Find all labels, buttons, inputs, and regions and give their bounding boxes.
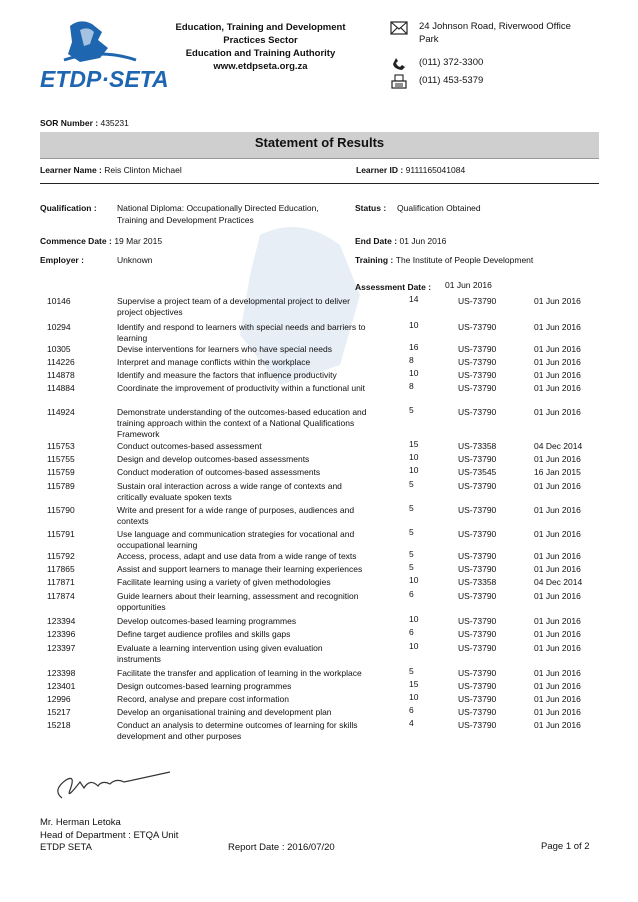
unit-sor-ref: US-73790 xyxy=(458,694,497,704)
unit-title: Access, process, adapt and use data from a wide range of texts xyxy=(117,551,357,561)
unit-code: 115790 xyxy=(47,505,75,515)
unit-credits: 6 xyxy=(409,627,414,637)
unit-date: 01 Jun 2016 xyxy=(534,720,581,730)
unit-title: Conduct moderation of outcomes-based assessments xyxy=(117,467,321,477)
learner-line xyxy=(40,165,599,184)
unit-sor-ref: US-73790 xyxy=(458,344,497,354)
unit-credits: 15 xyxy=(409,439,419,449)
unit-date: 01 Jun 2016 xyxy=(534,668,581,678)
unit-date: 01 Jun 2016 xyxy=(534,591,581,601)
assessment-date-label: Assessment Date : xyxy=(355,282,432,292)
signer-name: Mr. Herman Letoka xyxy=(40,817,121,828)
unit-sor-ref: US-73790 xyxy=(458,322,497,332)
unit-credits: 8 xyxy=(409,355,414,365)
unit-title: Facilitate the transfer and application of learning in the workplace xyxy=(117,668,362,678)
org-line-2: Practices Sector xyxy=(223,35,298,46)
page-title: Statement of Results xyxy=(254,135,385,150)
assessment-date-value: 01 Jun 2016 xyxy=(445,280,492,290)
unit-credits: 5 xyxy=(409,562,414,572)
qualification-value: National Diploma: Occupationally Directed Education, Training and Development Practices xyxy=(117,203,319,225)
learner-name-value: Reis Clinton Michael xyxy=(104,165,182,175)
sor-value: 435231 xyxy=(100,118,129,128)
unit-credits: 5 xyxy=(409,549,414,559)
signature-image xyxy=(40,760,190,810)
signer-org: ETDP SETA xyxy=(40,842,92,853)
unit-code: 123394 xyxy=(47,616,76,626)
unit-code: 115755 xyxy=(47,454,75,464)
unit-credits: 10 xyxy=(409,614,419,624)
unit-sor-ref: US-73790 xyxy=(458,564,497,574)
unit-code: 115792 xyxy=(47,551,75,561)
unit-credits: 10 xyxy=(409,320,419,330)
commence-value: 19 Mar 2015 xyxy=(114,236,163,246)
unit-sor-ref: US-73790 xyxy=(458,357,497,367)
fax-text: (011) 453-5379 xyxy=(419,75,484,86)
unit-sor-ref: US-73790 xyxy=(458,454,497,464)
unit-sor-ref: US-73790 xyxy=(458,720,497,730)
title-bar xyxy=(40,132,599,159)
unit-date: 01 Jun 2016 xyxy=(534,454,581,464)
unit-date: 01 Jun 2016 xyxy=(534,629,581,639)
unit-title: Facilitate learning using a variety of given methodologies xyxy=(117,577,331,587)
unit-sor-ref: US-73790 xyxy=(458,481,497,491)
unit-date: 01 Jun 2016 xyxy=(534,564,581,574)
unit-sor-ref: US-73790 xyxy=(458,505,497,515)
unit-code: 123401 xyxy=(47,681,76,691)
unit-date: 01 Jun 2016 xyxy=(534,344,581,354)
unit-credits: 14 xyxy=(409,294,419,304)
unit-code: 123397 xyxy=(47,643,76,653)
end-value: 01 Jun 2016 xyxy=(399,236,447,246)
unit-credits: 5 xyxy=(409,666,414,676)
org-line-3: Education and Training Authority xyxy=(185,48,336,59)
unit-date: 01 Jun 2016 xyxy=(534,370,581,380)
training-provider xyxy=(355,255,533,267)
unit-credits: 4 xyxy=(409,718,414,728)
learner-id-label: Learner ID : xyxy=(356,165,404,175)
unit-code: 115791 xyxy=(47,529,75,539)
unit-sor-ref: US-73790 xyxy=(458,629,497,639)
unit-code: 114884 xyxy=(47,383,75,393)
unit-credits: 5 xyxy=(409,527,414,537)
unit-sor-ref: US-73790 xyxy=(458,529,497,539)
employer-label: Employer : xyxy=(40,255,84,265)
unit-credits: 6 xyxy=(409,705,414,715)
unit-code: 123396 xyxy=(47,629,76,639)
unit-title: Coordinate the improvement of productivity within a functional unit xyxy=(117,383,366,393)
learner-id xyxy=(356,165,465,175)
unit-sor-ref: US-73358 xyxy=(458,441,497,451)
unit-code: 115789 xyxy=(47,481,75,491)
unit-credits: 6 xyxy=(409,589,414,599)
unit-code: 117871 xyxy=(47,577,75,587)
unit-date: 16 Jan 2015 xyxy=(534,467,581,477)
unit-date: 01 Jun 2016 xyxy=(534,529,581,539)
unit-code: 117865 xyxy=(47,564,75,574)
unit-credits: 10 xyxy=(409,368,419,378)
unit-title: Design outcomes-based learning programmes xyxy=(117,681,292,691)
unit-title: Conduct outcomes-based assessment xyxy=(117,441,262,451)
unit-sor-ref: US-73790 xyxy=(458,643,497,653)
unit-title: Supervise a project team of a developmental project to deliver project objectives xyxy=(117,296,350,317)
signer-block xyxy=(40,817,178,855)
unit-date: 01 Jun 2016 xyxy=(534,383,581,393)
learner-id-value: 9111165041084 xyxy=(405,165,466,175)
unit-code: 114878 xyxy=(47,370,75,380)
qualification-label: Qualification : xyxy=(40,203,97,213)
end-date xyxy=(355,236,446,248)
unit-code: 115759 xyxy=(47,467,75,477)
unit-credits: 5 xyxy=(409,405,414,415)
unit-credits: 10 xyxy=(409,465,419,475)
unit-code: 15217 xyxy=(47,707,71,717)
unit-date: 01 Jun 2016 xyxy=(534,505,581,515)
unit-sor-ref: US-73545 xyxy=(458,467,497,477)
unit-code: 10305 xyxy=(47,344,71,354)
unit-title: Use language and communication strategies for vocational and occupational learning xyxy=(117,529,355,550)
unit-date: 01 Jun 2016 xyxy=(534,296,581,306)
unit-title: Sustain oral interaction across a wide range of contexts and critically evaluate spoken texts xyxy=(117,481,342,502)
page-number: Page 1 of 2 xyxy=(541,841,590,852)
unit-title: Record, analyse and prepare cost information xyxy=(117,694,289,704)
commence-label: Commence Date : xyxy=(40,236,112,246)
training-value: The Institute of People Development xyxy=(395,255,534,265)
learner-name xyxy=(40,165,182,175)
end-label: End Date : xyxy=(355,236,398,246)
unit-sor-ref: US-73790 xyxy=(458,407,497,417)
unit-title: Develop an organisational training and development plan xyxy=(117,707,332,717)
unit-sor-ref: US-73358 xyxy=(458,577,497,587)
unit-date: 01 Jun 2016 xyxy=(534,357,581,367)
phone-icon xyxy=(390,56,408,72)
unit-date: 04 Dec 2014 xyxy=(534,441,583,451)
unit-date: 01 Jun 2016 xyxy=(534,407,581,417)
signer-title: Head of Department : ETQA Unit xyxy=(40,829,179,841)
learner-name-label: Learner Name : xyxy=(40,165,102,175)
unit-credits: 5 xyxy=(409,503,414,513)
unit-credits: 10 xyxy=(409,575,419,585)
unit-code: 10146 xyxy=(47,296,71,306)
status-label: Status : xyxy=(355,203,387,213)
sor-label: SOR Number : xyxy=(40,118,99,128)
unit-code: 117874 xyxy=(47,591,75,601)
unit-code: 123398 xyxy=(47,668,76,678)
unit-code: 115753 xyxy=(47,441,75,451)
unit-date: 01 Jun 2016 xyxy=(534,481,581,491)
unit-sor-ref: US-73790 xyxy=(458,616,497,626)
unit-credits: 10 xyxy=(409,641,419,651)
phone-text: (011) 372-3300 xyxy=(419,57,484,68)
unit-title: Identify and respond to learners with special needs and barriers to learning xyxy=(117,322,366,343)
unit-title: Devise interventions for learners who have special needs xyxy=(117,344,332,354)
unit-title: Identify and measure the factors that influence productivity xyxy=(117,370,337,380)
unit-date: 01 Jun 2016 xyxy=(534,681,581,691)
unit-code: 10294 xyxy=(47,322,71,332)
unit-title: Write and present for a wide range of purposes, audiences and contexts xyxy=(117,505,355,526)
unit-date: 01 Jun 2016 xyxy=(534,616,581,626)
unit-sor-ref: US-73790 xyxy=(458,707,497,717)
organisation-block xyxy=(168,21,353,73)
employer-value: Unknown xyxy=(117,255,153,265)
org-line-1: Education, Training and Development xyxy=(175,22,346,33)
fax-icon xyxy=(390,74,408,90)
unit-code: 12996 xyxy=(47,694,71,704)
unit-title: Assist and support learners to manage their learning experiences xyxy=(117,564,363,574)
unit-title: Demonstrate understanding of the outcomes-based education and training approach within the context of a National Qualifications Framework xyxy=(117,407,367,439)
unit-credits: 5 xyxy=(409,479,414,489)
sor-number xyxy=(40,118,129,128)
unit-date: 04 Dec 2014 xyxy=(534,577,583,587)
logo-emblem-icon xyxy=(40,18,152,68)
etdp-seta-logo xyxy=(40,18,169,98)
unit-title: Design and develop outcomes-based assessments xyxy=(117,454,310,464)
unit-credits: 10 xyxy=(409,452,419,462)
address-text: 24 Johnson Road, Riverwood Office Park xyxy=(419,21,571,45)
unit-credits: 16 xyxy=(409,342,419,352)
unit-credits: 8 xyxy=(409,381,414,391)
envelope-icon xyxy=(390,20,408,36)
commence-date xyxy=(40,236,162,248)
unit-code: 114924 xyxy=(47,407,75,417)
unit-code: 114226 xyxy=(47,357,75,367)
training-label: Training : xyxy=(355,255,394,265)
unit-code: 15218 xyxy=(47,720,71,730)
unit-date: 01 Jun 2016 xyxy=(534,707,581,717)
report-date: Report Date : 2016/07/20 xyxy=(228,842,335,853)
logo-wordmark: ETDP·SETA xyxy=(40,66,169,92)
unit-date: 01 Jun 2016 xyxy=(534,551,581,561)
unit-title: Guide learners about their learning, assessment and recognition opportunities xyxy=(117,591,359,612)
org-website: www.etdpseta.org.za xyxy=(213,61,308,72)
unit-credits: 10 xyxy=(409,692,419,702)
status-value: Qualification Obtained xyxy=(397,203,481,213)
unit-title: Interpret and manage conflicts within the workplace xyxy=(117,357,311,367)
unit-sor-ref: US-73790 xyxy=(458,668,497,678)
unit-title: Develop outcomes-based learning programmes xyxy=(117,616,297,626)
unit-credits: 15 xyxy=(409,679,419,689)
unit-sor-ref: US-73790 xyxy=(458,681,497,691)
unit-sor-ref: US-73790 xyxy=(458,551,497,561)
unit-sor-ref: US-73790 xyxy=(458,296,497,306)
unit-date: 01 Jun 2016 xyxy=(534,643,581,653)
unit-sor-ref: US-73790 xyxy=(458,383,497,393)
unit-title: Conduct an analysis to determine outcomes of learning for skills development and other purposes xyxy=(117,720,358,741)
unit-title: Evaluate a learning intervention using given evaluation instruments xyxy=(117,643,323,664)
unit-sor-ref: US-73790 xyxy=(458,591,497,601)
unit-date: 01 Jun 2016 xyxy=(534,322,581,332)
unit-date: 01 Jun 2016 xyxy=(534,694,581,704)
unit-title: Define target audience profiles and skills gaps xyxy=(117,629,291,639)
unit-sor-ref: US-73790 xyxy=(458,370,497,380)
